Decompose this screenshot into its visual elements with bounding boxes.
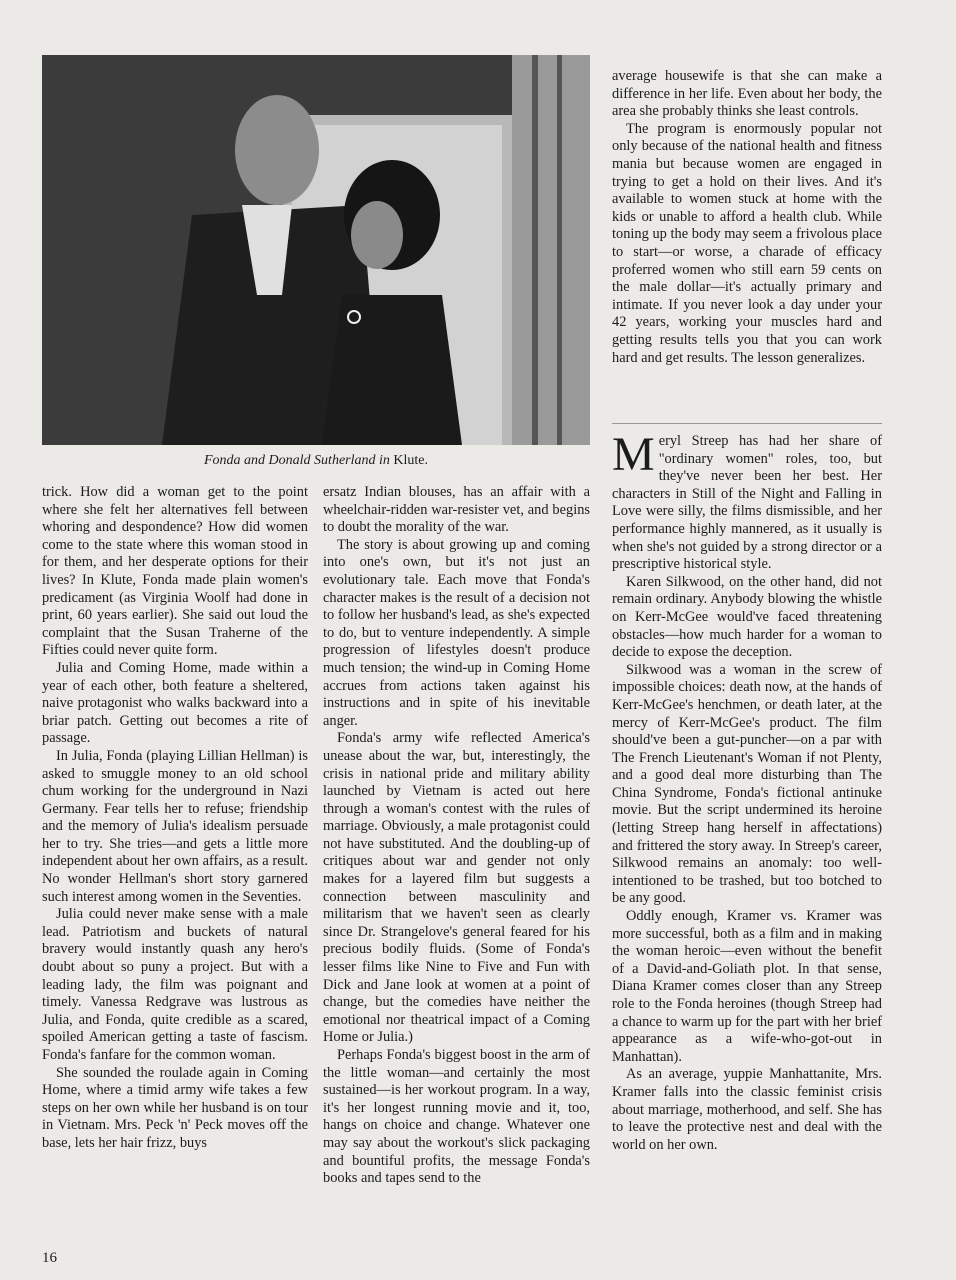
paragraph: trick. How did a woman get to the point where she felt her alternatives fell between whoring and despondence? How did women come to the state where this woman stood in for them, and her desperate options for their lives? In Klute, Fonda made plain women's predicament (as Virginia Woolf had done in print, 60 years earlier). She said out loud the complaint that the Susan Traherne of the Fifties could never quite form. bbox=[42, 484, 308, 659]
column-3-top bbox=[612, 68, 882, 367]
caption-text: Fonda and Donald Sutherland in bbox=[204, 453, 390, 468]
paragraph: Karen Silkwood, on the other hand, did not remain ordinary. Anybody blowing the whistle on Kerr-McGee would've faced threatening obstacles—how much harder for a woman to decide to expose the deception. bbox=[612, 573, 882, 661]
paragraph-dropcap bbox=[612, 428, 882, 574]
paragraph: In Julia, Fonda (playing Lillian Hellman) is asked to smuggle money to an old school chum working for the underground in Nazi Germany. Fear tells her to refuse; friendship and the memory of Julia's idealism persuade her to try. She tries—and gets a little more independent about her own affairs, as a result. No wonder Hellman's short story garnered such interest among women in the Seventies. bbox=[42, 747, 308, 905]
paragraph: Oddly enough, Kramer vs. Kramer was more successful, both as a film and in making the woman heroic—even without the benefit of a David-and-Goliath plot. In that sense, Diana Kramer comes closer than any Streep role to the Fonda heroines (though Streep had a chance to warm up for the part with her brief appearance as a wife-who-got-out in Manhattan). bbox=[612, 908, 882, 1065]
paragraph: She sounded the roulade again in Coming Home, where a timid army wife takes a few steps on her own while her husband is on tour in Vietnam. Mrs. Peck 'n' Peck moves off the base, lets her hair frizz, buys bbox=[42, 1064, 308, 1151]
paragraph: The story is about growing up and coming into one's own, but it's not just an evolutionary tale. Each move that Fonda's character makes is the result of a decision not to follow her husband's lead, as she's expected to do, but to venture independently. A simple progression of lifestyles doesn't produce much tension; the wind-up in Coming Home accrues from actions taken against his instructions and in spite of his inevitable anger. bbox=[323, 536, 590, 729]
paragraph: ersatz Indian blouses, has an affair with a wheelchair-ridden war-resister vet, and begins to doubt the morality of the war. bbox=[323, 484, 590, 536]
paragraph: Silkwood was a woman in the screw of impossible choices: death now, at the hands of Kerr-McGee's henchmen, or death later, at the mercy of Kerr-McGee's product. The film should've been a gut-puncher—on a par with The French Lieutenant's Woman if not Plenty, and a good deal more disturbing than The China Syndrome, Fonda's fictional antinuke movie. But the script undermined its heroine (letting Streep hang herself in affectations) and frittered the story away. In Streep's career, Silkwood remains an anomaly: too well-intentioned to be trashed, but too botched to be any good. bbox=[612, 661, 882, 907]
photo-illustration bbox=[42, 55, 590, 445]
paragraph: Perhaps Fonda's biggest boost in the arm of the little woman—and certainly the most sustained—is her workout program. In a way, it's her longest running movie and it, too, hangs on choice and change. Whatever one may say about the workout's slick packaging and bountiful profits, the message Fonda's books and tapes send to the bbox=[323, 1047, 590, 1187]
page-number: 16 bbox=[42, 1250, 57, 1266]
section-divider bbox=[612, 423, 882, 424]
paragraph: Fonda's army wife reflected America's unease about the war, but, interestingly, the crisis in national pride and military ability launched by Vietnam is acted out here through a woman's contest with the rules of marriage. Obviously, a male protagonist could not have substituted. And the doubling-up of critiques about war and gender not only makes for a layered film but suggests a connection between masculinity and militarism that we haven't seen as clearly since Dr. Strangelove's general feared for his precious bodily fluids. (Some of Fonda's lesser films like Nine to Five and Fun with Dick and Jane look at women at a point of change, but the comedies have neither the emotional nor theatrical impact of a Coming Home or Julia.) bbox=[323, 730, 590, 1046]
photo-caption bbox=[42, 453, 590, 469]
drop-cap: M bbox=[612, 428, 655, 481]
column-2 bbox=[323, 484, 590, 1188]
film-still-photo bbox=[42, 55, 590, 445]
paragraph: The program is enormously popular not only because of the national health and fitness mania but because women are engaged in trying to get a hold on their lives. And it's available to women stuck at home with the kids or unable to afford a health club. While toning up the body may seem a frivolous place to start—or worse, a charade of efficacy proferred women who still earn 59 cents on the male dollar—it's actually primary and intimate. If you never look a day under your 42 years, working your muscles hard and getting results tells you that you can work hard and get results. The lesson generalizes. bbox=[612, 120, 882, 366]
caption-film-title: Klute. bbox=[393, 453, 428, 468]
column-1 bbox=[42, 484, 308, 1153]
paragraph-text: eryl Streep has had her share of "ordinary women" roles, too, but they've never been her best. Her characters in Still of the Night and Falling in Love were silly, the films dismissible, and her performance highly mannered, as it usually is when she's not guided by a strong director or a prescriptive historical style. bbox=[612, 433, 882, 573]
paragraph: average housewife is that she can make a difference in her life. Even about her body, the area she probably thinks she least controls. bbox=[612, 68, 882, 120]
paragraph: As an average, yuppie Manhattanite, Mrs. Kramer falls into the classic feminist crisis about marriage, motherhood, and self. She has to leave the protective nest and deal with the world on her own. bbox=[612, 1066, 882, 1153]
paragraph: Julia could never make sense with a male lead. Patriotism and buckets of natural bravery would instantly quash any hero's doubt about so puny a project. But with a leading lady, the film was poignant and timely. Vanessa Redgrave was lustrous as Julia, and Fonda, quite credible as a scared, spoiled American getting a taste of fascism. Fonda's fanfare for the common woman. bbox=[42, 906, 308, 1063]
column-3-bottom bbox=[612, 428, 882, 1154]
paragraph: Julia and Coming Home, made within a year of each other, both feature a sheltered, naive protagonist who walks backward into a briar patch. Getting out becomes a rite of passage. bbox=[42, 659, 308, 747]
